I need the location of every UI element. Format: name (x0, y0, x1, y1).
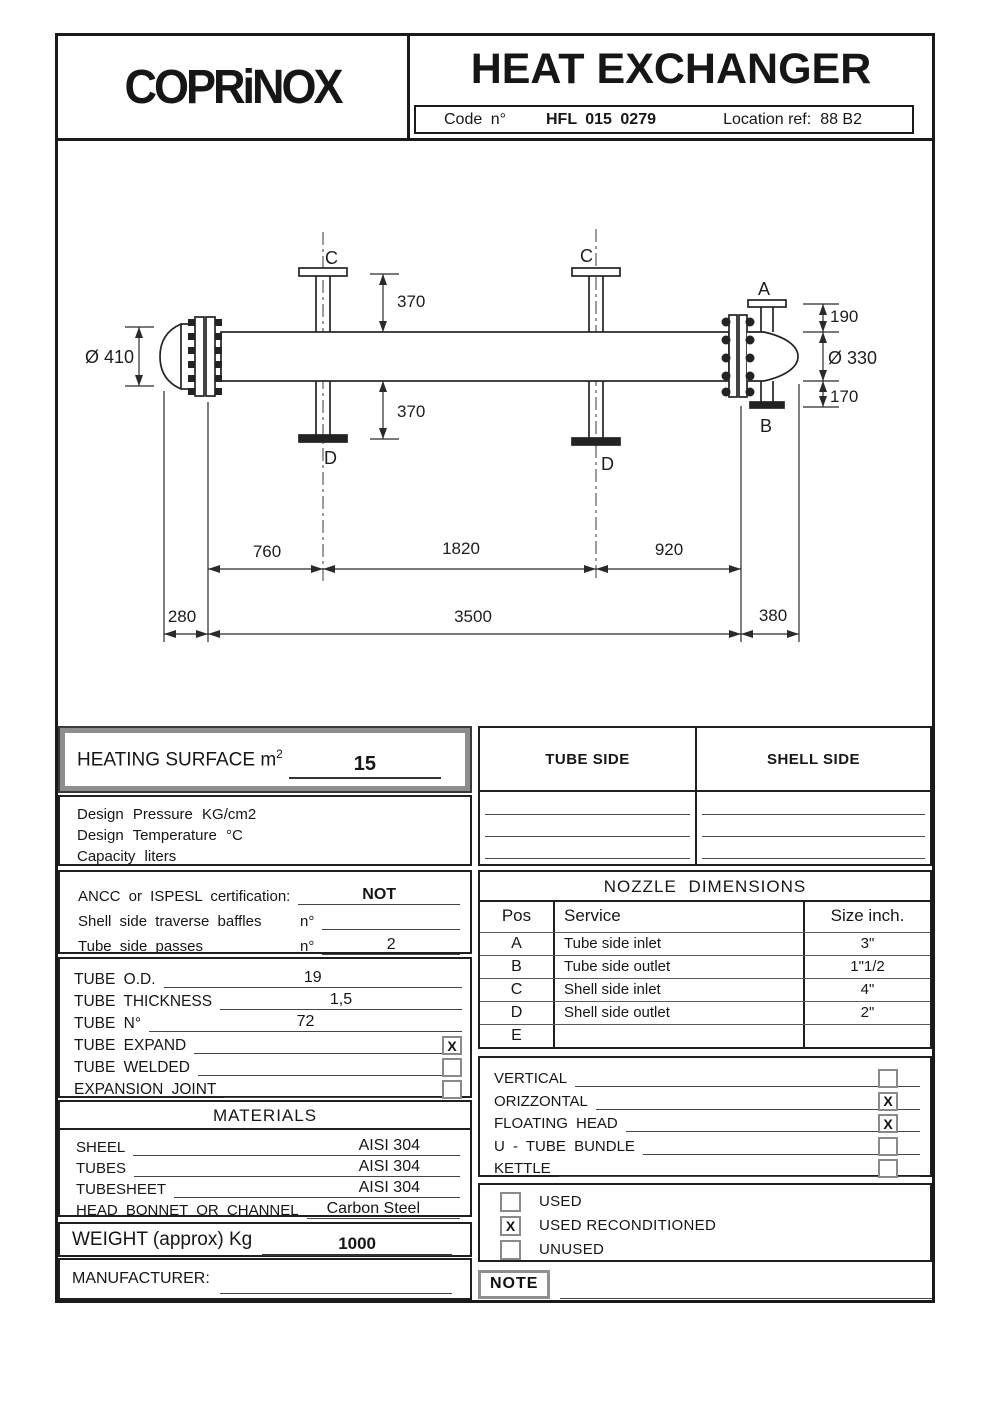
tube-od-row (74, 966, 462, 988)
right-flange-plate (729, 315, 737, 397)
tube-thickness-label: TUBE THICKNESS (74, 993, 213, 1010)
unused-row (500, 1238, 930, 1261)
tube-side-blank-cell (480, 792, 697, 864)
vertical-checkbox (878, 1069, 898, 1088)
baffles-value (322, 910, 460, 930)
header (58, 36, 932, 141)
nozzle-d2-label: D (601, 454, 614, 474)
tube-welded-checkbox (442, 1058, 462, 1077)
tube-welded-row (74, 1054, 462, 1076)
vertical-row (494, 1065, 920, 1087)
certification-label: ANCC or ISPESL certification: (78, 888, 291, 905)
tube-thickness-value: 1,5 (220, 990, 462, 1010)
tube-welded-label: TUBE WELDED (74, 1059, 190, 1076)
code-value: HFL 015 0279 (546, 110, 656, 128)
head-material-label: HEAD BONNET OR CHANNEL (76, 1202, 299, 1219)
dim-top-offset: 370 (397, 292, 426, 311)
service-header: Service (555, 902, 805, 932)
left-bonnet-head (160, 324, 181, 389)
used-reconditioned-checkbox: X (500, 1216, 521, 1236)
dim-nozzle-a-height: 190 (830, 307, 859, 326)
tubesheet-material-label: TUBESHEET (76, 1181, 167, 1198)
drawing-svg (58, 144, 932, 727)
size-header: Size inch. (830, 906, 905, 925)
heating-surface-value: 15 (289, 752, 441, 779)
passes-n-symbol: n° (300, 938, 315, 955)
manufacturer-label: MANUFACTURER: (72, 1270, 210, 1287)
location-value: 88 B2 (820, 110, 862, 128)
heat-exchanger-drawing (58, 144, 932, 727)
datasheet-sheet (55, 33, 935, 1303)
baffles-row (78, 905, 460, 930)
passes-label: Tube side passes (78, 938, 204, 955)
tube-count-row (74, 1010, 462, 1032)
dim-nozzle-b-height: 170 (830, 387, 859, 406)
tubes-material-value: AISI 304 (134, 1157, 460, 1177)
dim-total-length: 3500 (454, 607, 492, 626)
horizontal-label: ORIZZONTAL (494, 1092, 588, 1110)
horizontal-checkbox: X (878, 1092, 898, 1111)
table-row: D Shell side outlet 2" (480, 1001, 930, 1024)
dim-bonnet-diameter: Ø 410 (85, 347, 135, 367)
vertical-label: VERTICAL (494, 1070, 568, 1087)
table-row: E (480, 1024, 930, 1047)
tube-expand-row (74, 1032, 462, 1054)
floating-head-label: FLOATING HEAD (494, 1115, 618, 1132)
page-title: HEAT EXCHANGER (470, 45, 872, 93)
dim-span-left: 760 (252, 542, 282, 561)
design-conditions-box (58, 795, 472, 866)
company-logo: COPRiNOX (124, 58, 341, 114)
expansion-joint-label: EXPANSION JOINT (74, 1081, 217, 1098)
head-material-row (76, 1198, 460, 1219)
shell-material-label: SHEEL (76, 1139, 126, 1156)
design-pressure-label: Design Pressure KG/cm2 (77, 806, 257, 823)
tube-count-value: 72 (149, 1012, 462, 1032)
nozzle-a-label: A (758, 279, 771, 299)
heating-surface-box (58, 726, 472, 793)
certification-box (58, 870, 472, 954)
manufacturer-value (220, 1272, 452, 1294)
dimension-arrowheads (135, 274, 827, 638)
table-row: A Tube side inlet 3" (480, 932, 930, 955)
pos-header: Pos (480, 902, 555, 932)
tube-od-value: 19 (164, 968, 462, 988)
nozzle-d2-flange (572, 438, 620, 445)
shell-side-header: SHELL SIDE (766, 750, 861, 768)
heating-surface-label: HEATING SURFACE $m^2$ (77, 747, 283, 771)
condition-box (478, 1183, 932, 1262)
tubes-material-label: TUBES (76, 1160, 127, 1177)
baffles-n-symbol: n° (300, 913, 315, 930)
used-row (500, 1190, 930, 1213)
tube-od-label: TUBE O.D. (74, 971, 156, 988)
tube-expand-label: TUBE EXPAND (74, 1037, 187, 1054)
capacity-label: Capacity liters (77, 848, 177, 865)
nozzle-c1-label: C (325, 248, 338, 268)
used-label: USED (539, 1193, 582, 1210)
manufacturer-box (58, 1258, 472, 1300)
nozzle-table-title: NOZZLE DIMENSIONS (480, 872, 930, 902)
weight-label: WEIGHT (approx) Kg (72, 1228, 253, 1250)
right-dished-head (747, 332, 798, 381)
kettle-label: KETTLE (494, 1160, 551, 1177)
dim-bottom-offset: 370 (397, 402, 426, 421)
dim-shell-diameter: Ø 330 (828, 348, 878, 368)
tube-expand-checkbox: X (442, 1036, 462, 1055)
unused-checkbox (500, 1240, 521, 1260)
kettle-row (494, 1155, 920, 1177)
tubesheet-material-row (76, 1177, 460, 1198)
table-row: C Shell side inlet 4" (480, 978, 930, 1001)
code-label: Code n° (444, 110, 506, 128)
dim-span-mid: 1820 (442, 539, 480, 558)
unused-label: UNUSED (539, 1241, 605, 1258)
shell-material-row (76, 1135, 460, 1156)
tube-data-box (58, 957, 472, 1098)
expansion-joint-checkbox (442, 1080, 462, 1099)
used-reconditioned-row (500, 1214, 930, 1237)
tubesheet-material-value: AISI 304 (174, 1178, 460, 1198)
expansion-joint-row (74, 1076, 462, 1098)
nozzle-a-flange (748, 300, 786, 307)
passes-value: 2 (322, 935, 460, 955)
design-temperature-label: Design Temperature °C (77, 827, 243, 844)
u-tube-bundle-row (494, 1133, 920, 1155)
table-row: B Tube side outlet 1"1/2 (480, 955, 930, 978)
left-flange-plate (206, 317, 215, 396)
orientation-box (478, 1056, 932, 1177)
right-flange-plate (739, 315, 747, 397)
kettle-checkbox (878, 1159, 898, 1178)
nozzle-c1-flange (299, 268, 347, 276)
materials-box (58, 1100, 472, 1217)
used-checkbox (500, 1192, 521, 1212)
tube-thickness-row (74, 988, 462, 1010)
floating-head-checkbox: X (878, 1114, 898, 1133)
nozzle-c2-label: C (580, 246, 593, 266)
used-reconditioned-label: USED RECONDITIONED (539, 1217, 717, 1234)
horizontal-row (494, 1088, 920, 1110)
nozzle-b-label: B (760, 416, 773, 436)
dim-overhang-right: 380 (758, 606, 788, 625)
weight-value: 1000 (262, 1234, 452, 1256)
logo-cell (58, 36, 410, 138)
nozzle-c2-flange (572, 268, 620, 276)
certification-row (78, 880, 460, 905)
note-label: NOTE (478, 1270, 550, 1299)
shell-material-value: AISI 304 (133, 1136, 460, 1156)
u-tube-bundle-label: U - TUBE BUNDLE (494, 1137, 635, 1155)
note-line (560, 1273, 932, 1299)
sides-table (478, 726, 932, 866)
nozzle-table-header-row (480, 902, 930, 932)
left-flange-plate (195, 317, 204, 396)
heating-surface-sup: 2 (276, 747, 283, 762)
shell-side-blank-cell (697, 792, 930, 864)
head-material-value: Carbon Steel (307, 1199, 460, 1219)
dim-overhang-left: 280 (167, 607, 197, 626)
nozzle-dimensions-table (478, 870, 932, 1049)
shell-body (221, 332, 729, 381)
floating-head-row (494, 1110, 920, 1132)
dim-span-right: 920 (654, 540, 684, 559)
tube-side-header: TUBE SIDE (480, 728, 697, 790)
location-label: Location ref: (723, 110, 812, 128)
baffles-label: Shell side traverse baffles (78, 913, 262, 930)
note-row (478, 1270, 932, 1299)
nozzle-b-flange (750, 402, 784, 408)
materials-title: MATERIALS (60, 1102, 470, 1130)
certification-value: NOT (298, 885, 460, 905)
tube-count-label: TUBE N° (74, 1015, 142, 1032)
u-tube-bundle-checkbox (878, 1137, 898, 1156)
weight-box (58, 1222, 472, 1257)
nozzle-d1-label: D (324, 448, 337, 468)
tubes-material-row (76, 1156, 460, 1177)
title-cell (410, 36, 932, 138)
passes-row (78, 930, 460, 955)
code-bar (414, 105, 914, 134)
nozzle-d1-flange (299, 435, 347, 442)
